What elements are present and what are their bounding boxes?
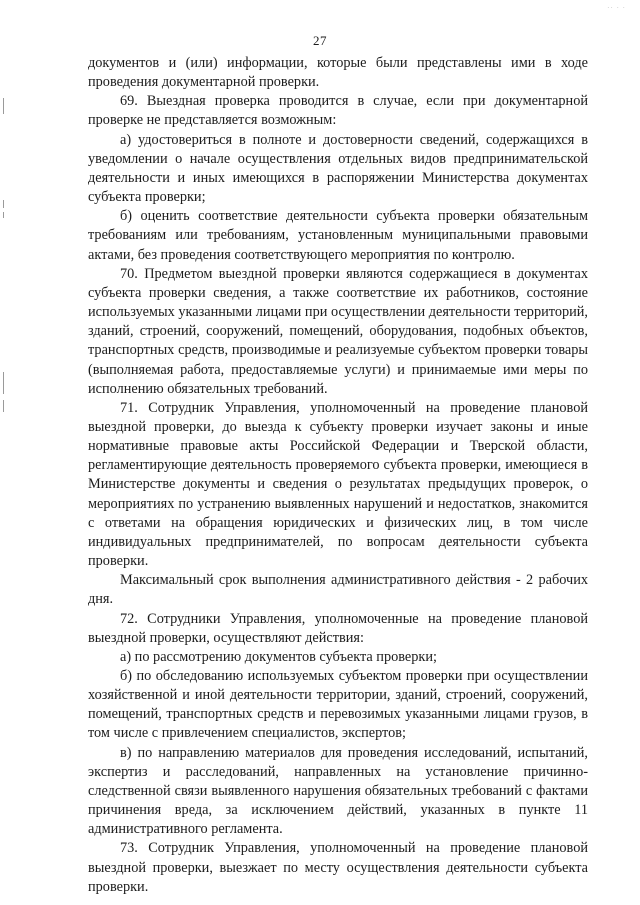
scan-margin-mark: [3, 200, 4, 208]
paragraph-73: 73. Сотрудник Управления, уполномоченный на проведение плановой выездной проверки, выезжает по месту осуществления деятельности субъекта проверки.: [88, 840, 588, 895]
scan-margin-mark: [3, 98, 4, 114]
paragraph-71: 71. Сотрудник Управления, уполномоченный на проведение плановой выездной проверки, до выезда к субъекту проверки изучает законы и иные нормативные правовые акты Российской Федерации и Тверской области, регламентирующие деятельность проверяемого субъекта проверки, имеющиеся в Министерстве документы и сведения о результатах предыдущих проверок, о мероприятиях по устранению выявленных нарушений и недостатков, знакомится с ответами на обращения юридических и физических лиц, в том числе индивидуальных предпринимателей, по вопросам деятельности субъекта проверки.: [88, 399, 588, 570]
paragraph-72-b: б) по обследованию используемых субъектом проверки при осуществлении хозяйственной и иной деятельности территории, зданий, строений, сооружений, помещений, транспортных средств и перевозимых указанными лицами грузов, в том числе с привлечением специалистов, экспертов;: [88, 668, 588, 742]
document-body: [88, 54, 588, 897]
paragraph-69: 69. Выездная проверка проводится в случае, если при документарной проверке не представляется возможным:: [88, 93, 588, 129]
paragraph-71-term: Максимальный срок выполнения административного действия - 2 рабочих дня.: [88, 572, 588, 608]
paragraph-69-a: а) удостовериться в полноте и достоверности сведений, содержащихся в уведомлении о начале осуществления отдельных видов предпринимательской деятельности и иных имеющихся в распоряжении Министерства документах субъекта проверки;: [88, 131, 588, 206]
paragraph-continuation: документов и (или) информации, которые были представлены ими в ходе проведения документарной проверки.: [88, 55, 588, 91]
page-number: 27: [313, 33, 327, 48]
scan-corner-mark: ·· · ·: [607, 4, 626, 12]
scan-margin-mark: [3, 372, 4, 394]
paragraph-70: 70. Предметом выездной проверки являются содержащиеся в документах субъекта проверки сведения, а также соответствие их работников, состояние используемых указанными лицами при осуществлении деятельности территорий, зданий, строений, сооружений, помещений, оборудования, подобных объектов, транспортных средств, производимые и реализуемые субъектом проверки товары (выполняемая работа, предоставляемые услуги) и принимаемые ими меры по исполнению обязательных требований.: [88, 265, 588, 397]
paragraph-72-c: в) по направлению материалов для проведения исследований, испытаний, экспертиз и расследований, направленных на установление причинно-следственной связи выявленного нарушения обязательных требований с фактами причинения вреда, за исключением действий, указанных в пункте 11 административного регламента.: [88, 744, 588, 838]
paragraph-72-a: а) по рассмотрению документов субъекта проверки;: [120, 648, 437, 665]
paragraph-72: 72. Сотрудники Управления, уполномоченные на проведение плановой выездной проверки, осуществляют действия:: [88, 610, 588, 646]
scan-margin-mark: [3, 400, 4, 412]
paragraph-69-b: б) оценить соответствие деятельности субъекта проверки обязательным требованиям или требованиям, установленным муниципальными правовыми актами, без проведения соответствующего мероприятия по контролю.: [88, 208, 588, 263]
scan-margin-mark: [3, 212, 4, 218]
